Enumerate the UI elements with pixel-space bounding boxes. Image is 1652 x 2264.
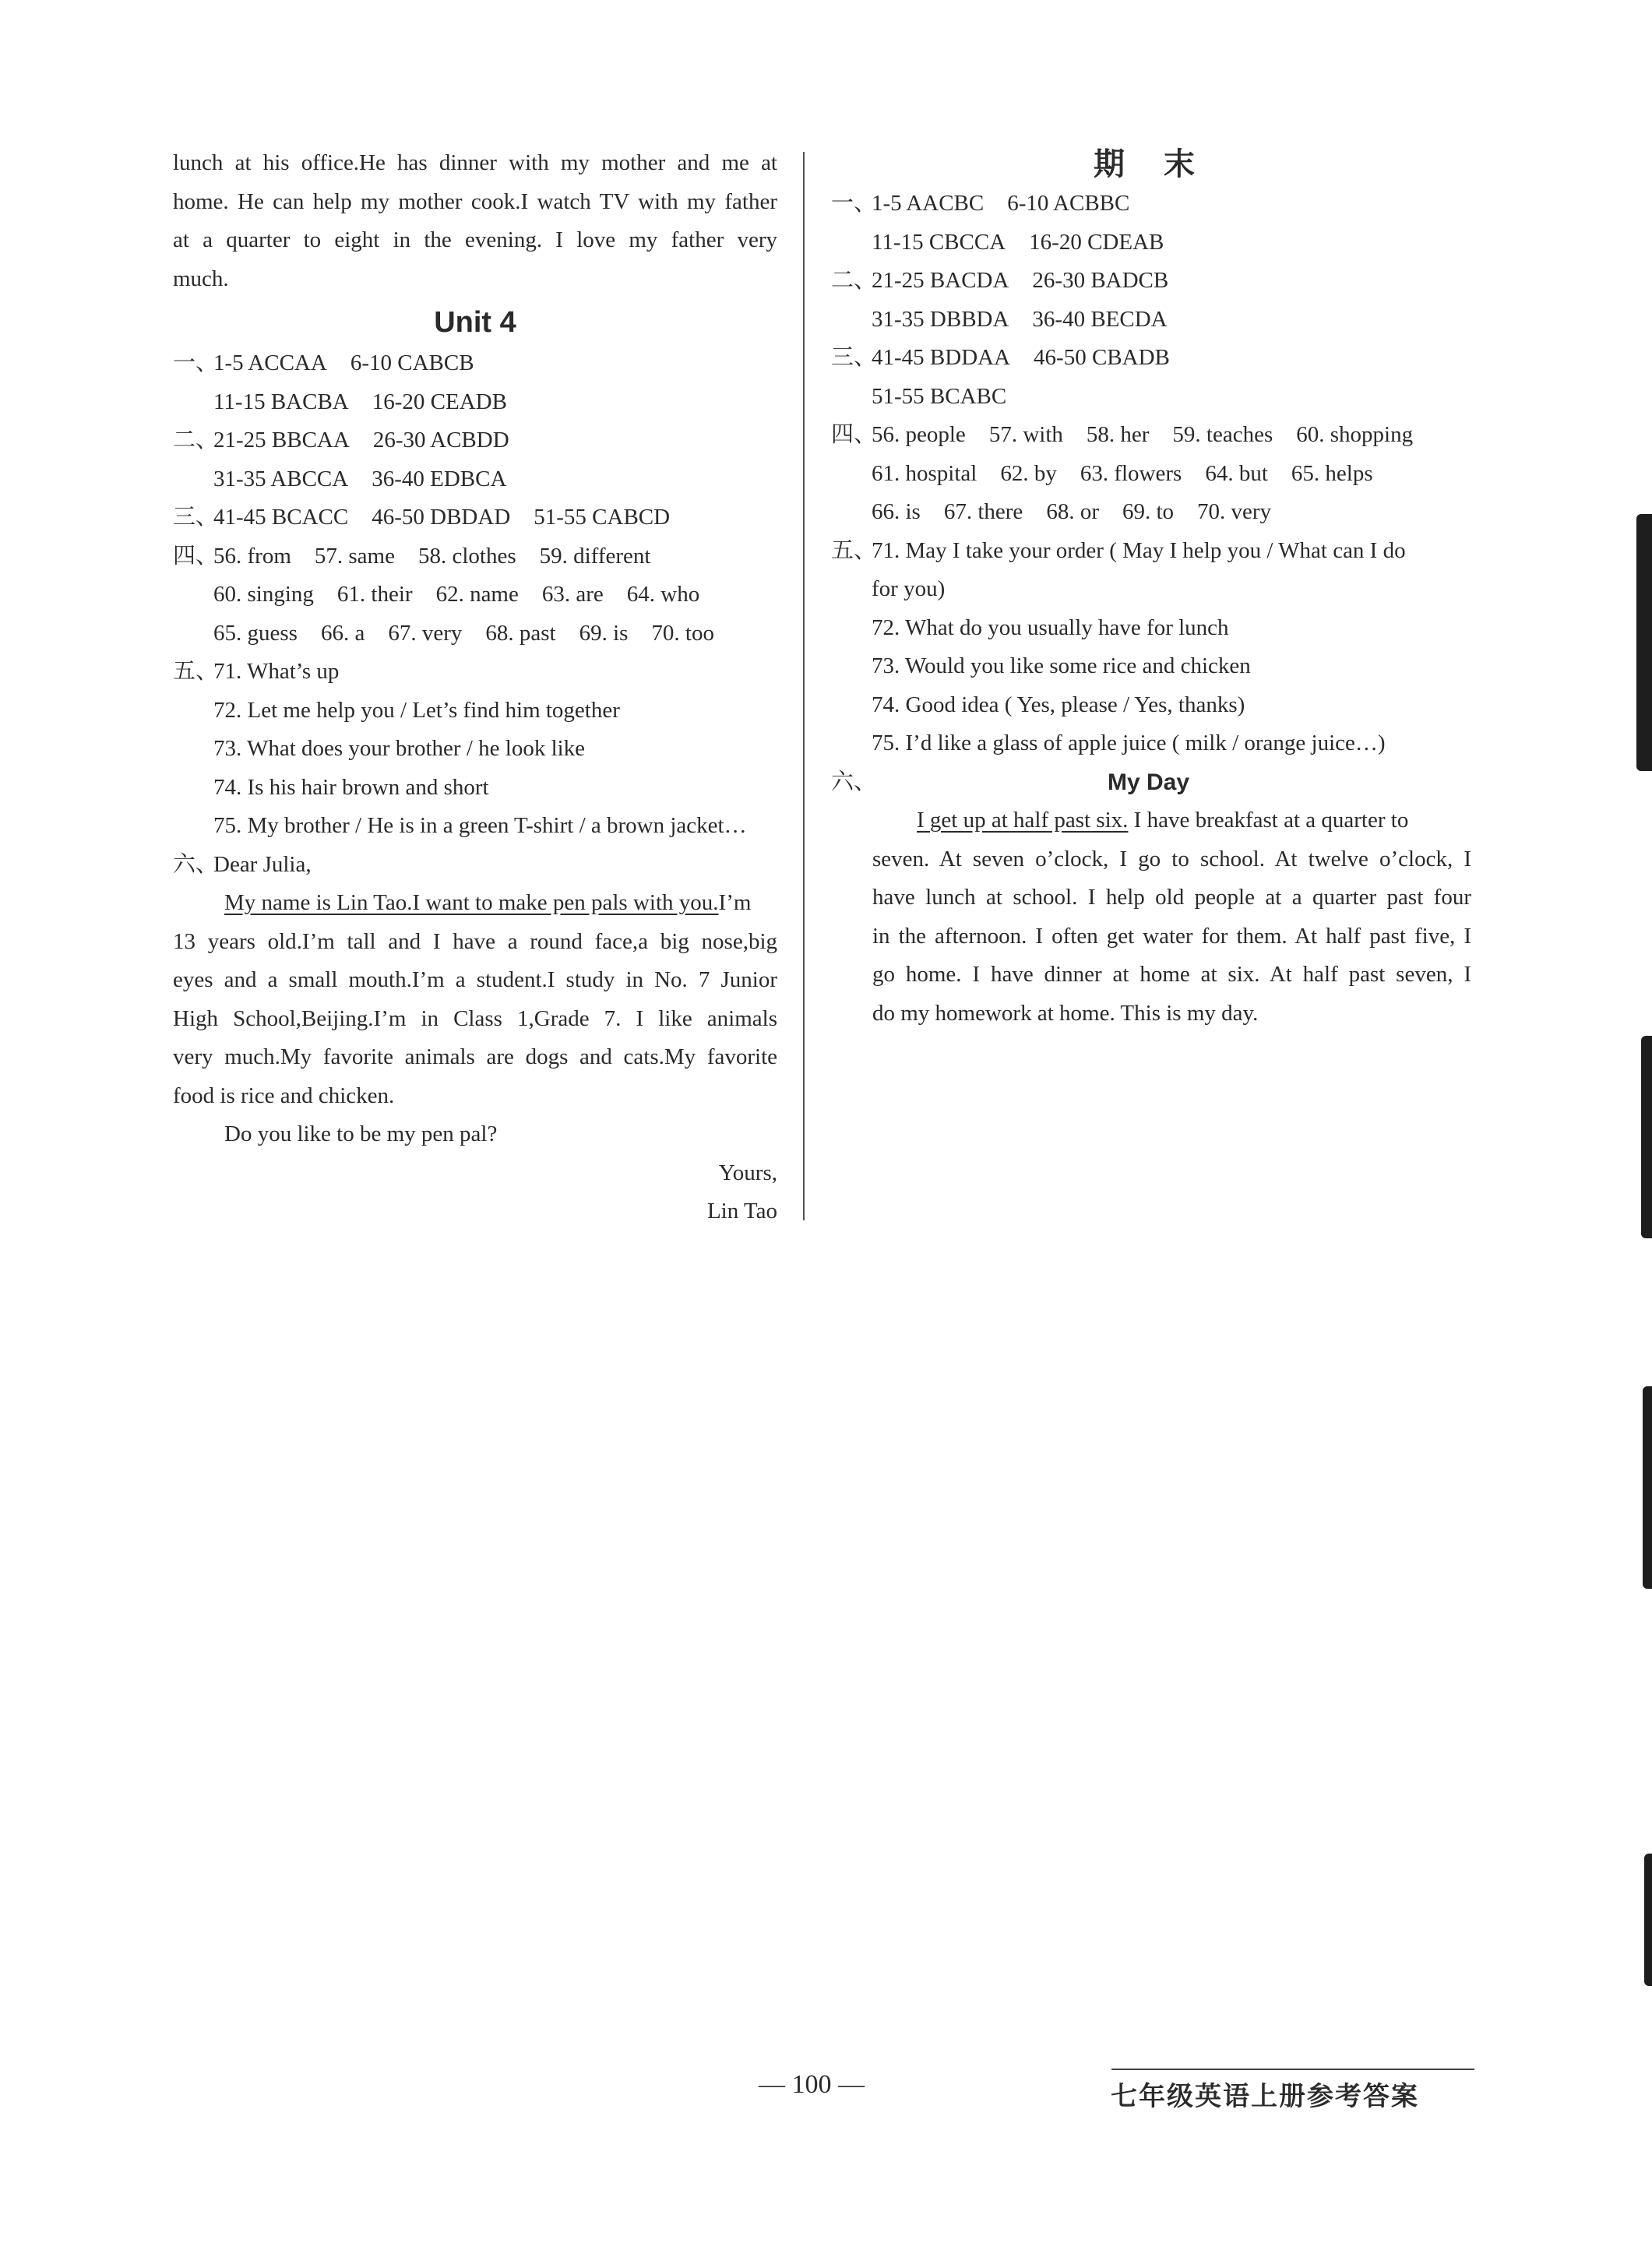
answer-item: 70. very: [1197, 499, 1272, 524]
answer-item: 66. a: [320, 620, 365, 646]
answer-item: 21-25 BBCAA: [213, 428, 350, 452]
answer-item: 63. flowers: [1080, 460, 1182, 486]
answer-row: [173, 498, 777, 537]
section-marker: 一、: [831, 191, 877, 216]
answer-item: 65. guess: [213, 620, 298, 646]
answer-item: 11-15 BACBA: [213, 389, 349, 414]
answer-row: [831, 339, 1471, 378]
answer-row: [173, 807, 777, 846]
answer-item: 11-15 CBCCA: [872, 229, 1006, 255]
text-line: 13 years old.I’m tall and I have a round face,a big nose,big: [173, 928, 777, 954]
text-fragment: I’m: [718, 890, 752, 915]
answer-item: 57. same: [314, 543, 395, 569]
scan-edge-shadow: [1641, 1036, 1652, 1238]
answer-item: 68. or: [1046, 499, 1099, 524]
answer-item: 61. hospital: [872, 460, 977, 486]
answer-item: 57. with: [988, 422, 1063, 447]
answer-item: 58. clothes: [417, 543, 516, 569]
answer-item: 69. to: [1122, 499, 1175, 524]
answer-item: 46-50 CBADB: [1034, 345, 1170, 370]
answer-item: 73. Would you like some rice and chicken: [872, 653, 1251, 678]
final-answer-list: [831, 185, 1471, 763]
text-line: do my homework at home. This is my day.: [872, 1000, 1259, 1026]
answer-row: [831, 378, 1471, 417]
answer-row: [831, 224, 1471, 262]
answer-row: [173, 537, 777, 576]
answer-item: 31-35 ABCCA: [213, 466, 349, 491]
answer-item: 74. Good idea ( Yes, please / Yes, thanks): [872, 692, 1245, 717]
letter-closing: Yours,: [718, 1160, 777, 1185]
answer-row: [173, 653, 777, 692]
unit4-answer-list: [173, 344, 777, 846]
text-line: at a quarter to eight in the evening. I love my father very: [173, 227, 777, 252]
answer-item: 51-55 CABCD: [534, 505, 671, 530]
scan-edge-shadow: [1644, 1854, 1652, 1986]
text-line: lunch at his office.He has dinner with my mother and me at: [173, 150, 777, 175]
column-divider: [803, 152, 805, 1220]
answer-row: [831, 724, 1471, 763]
letter-greeting-line: [173, 846, 777, 885]
answer-item: 60. shopping: [1296, 422, 1414, 447]
text-line: have lunch at school. I help old people at a quarter past four: [872, 885, 1471, 910]
answer-item: 72. Let me help you / Let’s find him together: [213, 697, 620, 723]
text-line: food is rice and chicken.: [173, 1083, 395, 1108]
section-marker: 三、: [173, 505, 219, 530]
section-marker: 六、: [173, 851, 219, 877]
letter-signature: Lin Tao: [706, 1199, 777, 1224]
answer-row: [831, 609, 1471, 648]
essay-first-line: [831, 801, 1471, 840]
answer-item: 71. May I take your order ( May I help you / What can I do: [872, 537, 1406, 563]
answer-row: [173, 460, 777, 499]
answer-item: 31-35 DBBDA: [872, 306, 1009, 332]
answer-item: 26-30 BADCB: [1032, 268, 1169, 293]
answer-item: 60. singing: [213, 582, 314, 607]
answer-item: 64. but: [1205, 460, 1268, 486]
answer-item: 41-45 BDDAA: [872, 345, 1011, 370]
left-column: [173, 144, 777, 1231]
answer-item: 56. people: [872, 422, 966, 447]
page-number: — 100 —: [759, 2070, 865, 2099]
answer-item: 36-40 EDBCA: [372, 466, 507, 491]
section-marker: 二、: [831, 268, 877, 293]
final-exam-title: 期 末: [1094, 146, 1209, 182]
answer-item: for you): [872, 576, 946, 601]
answer-row: [173, 730, 777, 769]
answer-item: 72. What do you usually have for lunch: [872, 614, 1229, 640]
answer-item: 56. from: [213, 543, 291, 569]
text-line: home. He can help my mother cook.I watch TV with my father: [173, 188, 777, 214]
answer-row: [173, 576, 777, 614]
answer-row: [173, 769, 777, 808]
answer-row: [173, 421, 777, 460]
text-fragment: I have breakfast at a quarter to: [1128, 808, 1409, 833]
answer-item: 65. helps: [1291, 460, 1373, 486]
section-marker: 四、: [173, 543, 219, 569]
answer-item: 16-20 CEADB: [372, 389, 507, 414]
answer-item: 6-10 ACBBC: [1007, 191, 1130, 216]
answer-row: [173, 344, 777, 383]
answer-item: 66. is: [872, 499, 921, 524]
answer-item: 21-25 BACDA: [872, 268, 1009, 293]
answer-item: 1-5 ACCAA: [213, 350, 327, 375]
text-line: in the afternoon. I often get water for them. At half past five, I: [872, 923, 1471, 949]
answer-row: [173, 692, 777, 731]
answer-item: 58. her: [1086, 422, 1150, 447]
section-marker: 三、: [831, 345, 877, 370]
answer-item: 51-55 BCABC: [872, 383, 1007, 409]
answer-row: [831, 686, 1471, 725]
answer-item: 68. past: [485, 620, 556, 646]
essay-title: My Day: [1108, 769, 1190, 795]
answer-row: [831, 493, 1471, 532]
answer-item: 70. too: [651, 620, 714, 646]
underlined-sentence: I get up at half past six.: [917, 808, 1129, 833]
text-line: seven. At seven o’clock, I go to school. At twelve o’clock, I: [872, 846, 1471, 871]
text-line: eyes and a small mouth.I’m a student.I study in No. 7 Junior: [173, 967, 777, 992]
text-line: go home. I have dinner at home at six. At half past seven, I: [872, 962, 1471, 987]
answer-row: [173, 614, 777, 653]
section-marker: 一、: [173, 350, 219, 375]
answer-item: 1-5 AACBC: [872, 191, 985, 216]
answer-item: 71. What’s up: [213, 659, 340, 684]
answer-item: 26-30 ACBDD: [372, 428, 509, 452]
section-marker: 四、: [831, 422, 877, 447]
answer-row: [831, 570, 1471, 609]
footer-rule: [1111, 2069, 1474, 2070]
answer-item: 75. I’d like a glass of apple juice ( milk / orange juice…): [872, 731, 1386, 755]
answer-item: 67. there: [943, 499, 1023, 524]
answer-row: [173, 383, 777, 422]
answer-item: 74. Is his hair brown and short: [213, 774, 489, 800]
answer-row: [831, 185, 1471, 224]
unit-title: Unit 4: [434, 306, 516, 339]
answer-row: [831, 301, 1471, 340]
text-line: High School,Beijing.I’m in Class 1,Grade 7. I like animals: [173, 1005, 777, 1031]
answer-item: 16-20 CDEAB: [1029, 229, 1164, 255]
answer-row: [831, 455, 1471, 494]
essay-title-line: [831, 763, 1471, 802]
answer-item: 46-50 DBDAD: [372, 505, 511, 530]
letter-greeting: Dear Julia,: [213, 851, 312, 877]
text-line: much.: [173, 266, 229, 291]
pen-pal-letter: [173, 846, 777, 1231]
answer-item: 41-45 BCACC: [213, 505, 349, 530]
text-line: very much.My favorite animals are dogs and cats.My favorite: [173, 1044, 777, 1069]
answer-item: 62. by: [1000, 460, 1057, 486]
book-title: 七年级英语上册参考答案: [1111, 2081, 1419, 2112]
answer-row: [831, 262, 1471, 301]
letter-first-line: [173, 884, 777, 923]
answer-item: 63. are: [541, 582, 604, 607]
right-column: [831, 144, 1471, 1033]
answer-item: 69. is: [579, 620, 629, 646]
answer-item: 67. very: [388, 620, 463, 646]
answer-item: 36-40 BECDA: [1032, 306, 1168, 332]
answer-item: 64. who: [626, 582, 700, 607]
answer-item: 62. name: [435, 582, 519, 607]
answer-row: [831, 647, 1471, 686]
scan-edge-shadow: [1643, 1386, 1652, 1589]
answer-item: 73. What does your brother / he look like: [213, 736, 586, 761]
text-line: Do you like to be my pen pal?: [224, 1121, 498, 1146]
answer-row: [831, 532, 1471, 571]
answer-item: 6-10 CABCB: [350, 350, 474, 375]
scan-edge-shadow: [1636, 514, 1652, 771]
answer-item: 59. teaches: [1172, 422, 1273, 447]
section-marker: 五、: [173, 659, 219, 684]
section-marker: 六、: [831, 769, 877, 794]
answer-item: 61. their: [336, 582, 413, 607]
answer-item: 59. different: [539, 543, 651, 569]
underlined-sentence: My name is Lin Tao.I want to make pen pals with you.: [224, 890, 719, 915]
answer-item: 75. My brother / He is in a green T-shirt / a brown jacket…: [213, 813, 747, 838]
intro-paragraph: [173, 144, 777, 298]
answer-row: [831, 416, 1471, 455]
section-marker: 五、: [831, 537, 877, 563]
section-marker: 二、: [173, 428, 219, 452]
my-day-essay: [831, 763, 1471, 1033]
